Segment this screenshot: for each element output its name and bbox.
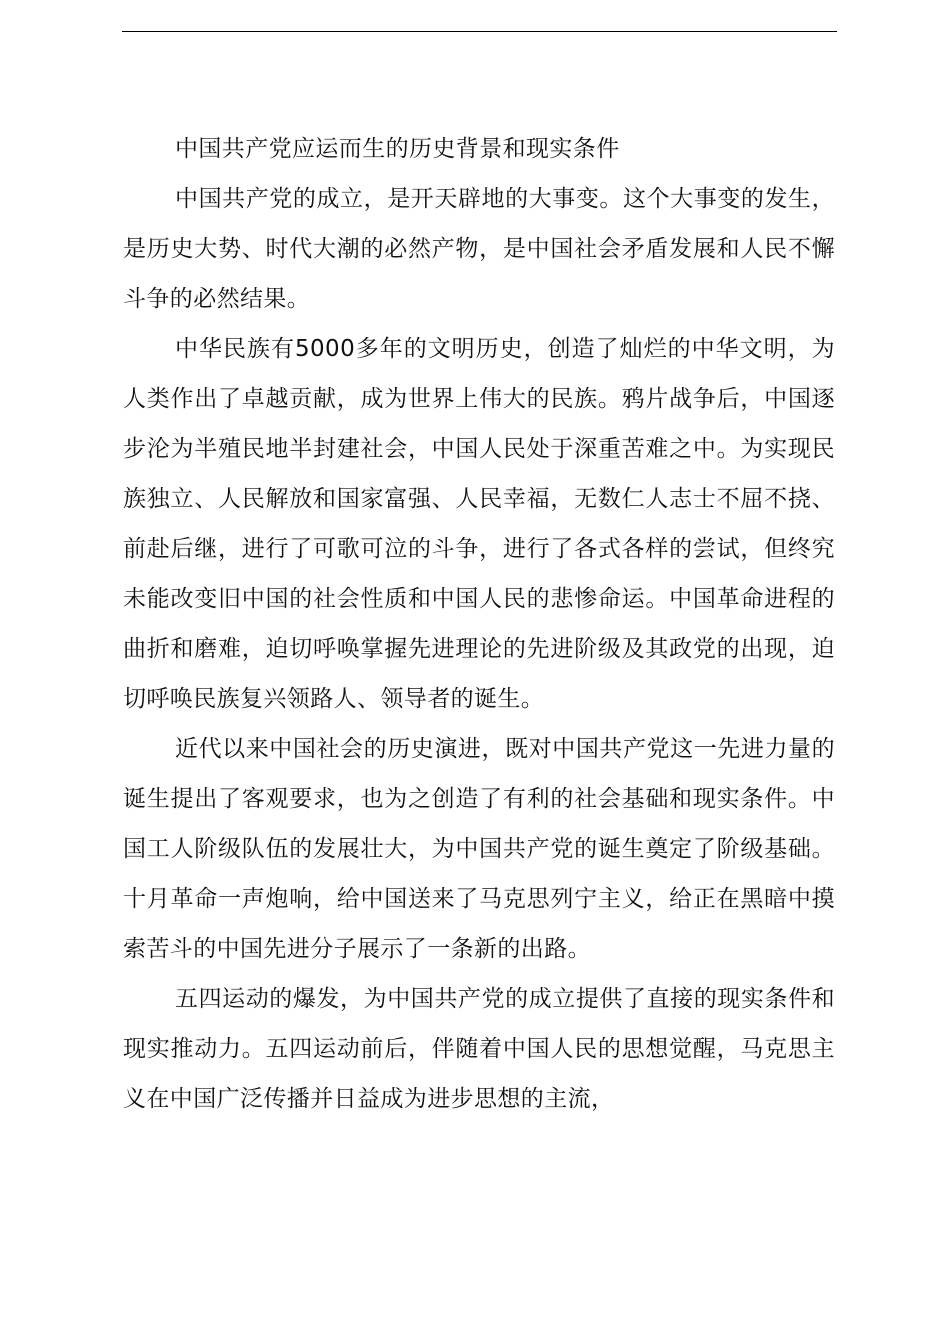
paragraph-1: 中国共产党的成立，是开天辟地的大事变。这个大事变的发生，是历史大势、时代大潮的必然产物，是中国社会矛盾发展和人民不懈斗争的必然结果。	[123, 186, 835, 312]
paragraph-2: 中华民族有5000多年的文明历史，创造了灿烂的中华文明，为人类作出了卓越贡献，成为世界上伟大的民族。鸦片战争后，中国逐步沦为半殖民地半封建社会，中国人民处于深重苦难之中。为实现民族独立、人民解放和国家富强、人民幸福，无数仁人志士不屈不挠、前赴后继，进行了可歌可泣的斗争，进行了各式各样的尝试，但终究未能改变旧中国的社会性质和中国人民的悲惨命运。中国革命进程的曲折和磨难，迫切呼唤掌握先进理论的先进阶级及其政党的出现，迫切呼唤民族复兴领路人、领导者的诞生。	[123, 336, 835, 712]
paragraph-3: 近代以来中国社会的历史演进，既对中国共产党这一先进力量的诞生提出了客观要求，也为之创造了有利的社会基础和现实条件。中国工人阶级队伍的发展壮大，为中国共产党的诞生奠定了阶级基础。十月革命一声炮响，给中国送来了马克思列宁主义，给正在黑暗中摸索苦斗的中国先进分子展示了一条新的出路。	[123, 736, 835, 962]
paragraph-4: 五四运动的爆发，为中国共产党的成立提供了直接的现实条件和现实推动力。五四运动前后，伴随着中国人民的思想觉醒，马克思主义在中国广泛传播并日益成为进步思想的主流，	[123, 986, 835, 1112]
document-title: 中国共产党应运而生的历史背景和现实条件	[175, 136, 620, 162]
header-rule	[122, 31, 837, 32]
document-body	[123, 124, 835, 1124]
